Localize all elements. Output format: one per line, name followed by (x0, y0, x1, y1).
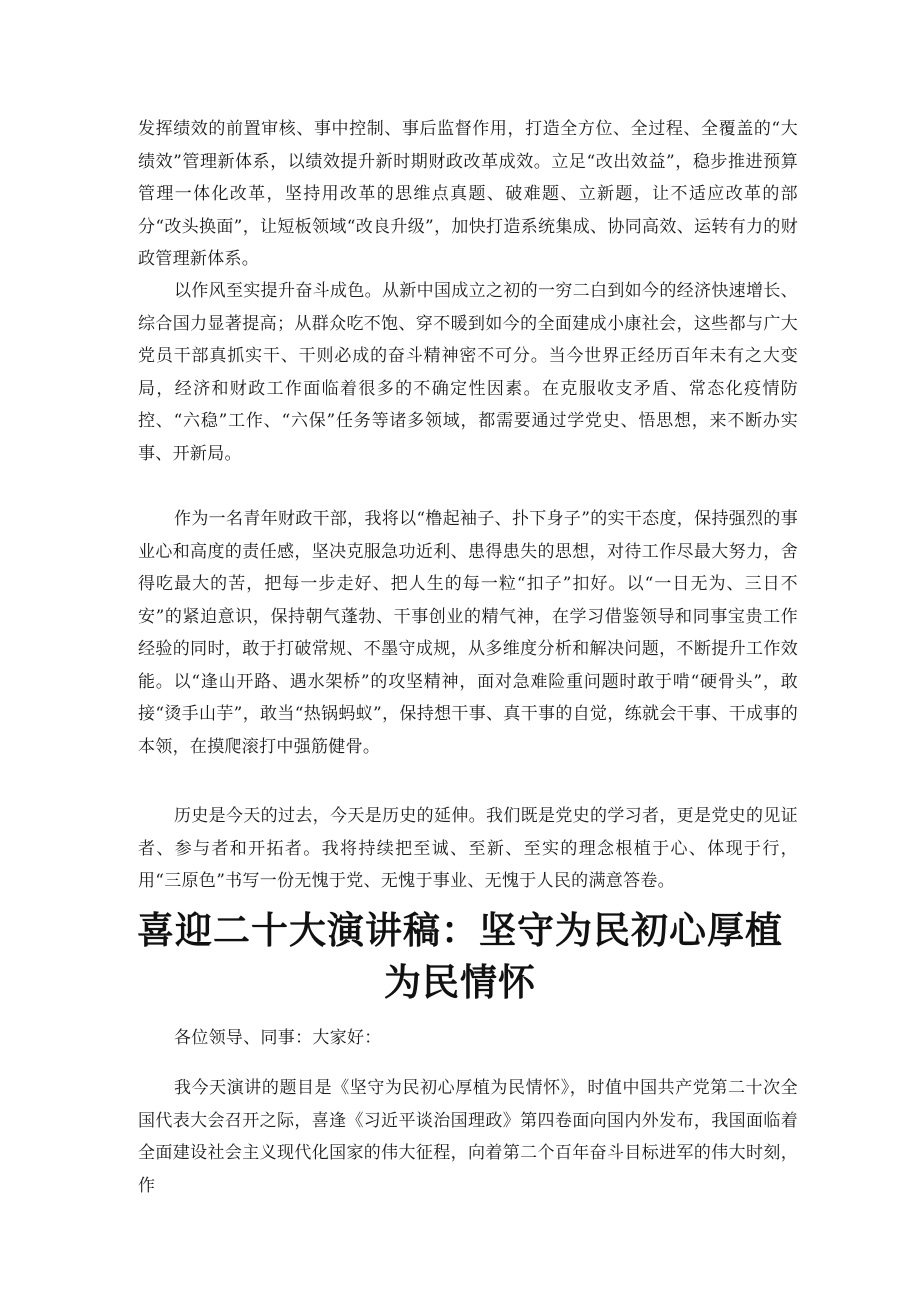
paragraph-history: 历史是今天的过去，今天是历史的延伸。我们既是党史的学习者，更是党史的见证者、参与者和开拓者。我将持续把至诚、至新、至实的理念根植于心、体现于行，用“三原色”书写一份无愧于党、无愧于事业、无愧于人民的满意答卷。 (138, 806, 798, 891)
paragraph-performance-reform: 发挥绩效的前置审核、事中控制、事后监督作用，打造全方位、全过程、全覆盖的“大绩效”管理新体系，以绩效提升新时期财政改革成效。立足“改出效益”，稳步推进预算管理一体化改革，坚持用改革的思维点真题、破难题、立新题，让不适应改革的部分“改头换面”，让短板领域“改良升级”，加快打造系统集成、协同高效、运转有力的财政管理新体系。 (138, 119, 798, 269)
paragraph-work-style: 以作风至实提升奋斗成色。从新中国成立之初的一穷二白到如今的经济快速增长、综合国力显著提高；从群众吃不饱、穿不暖到如今的全面建成小康社会，这些都与广大党员干部真抓实干、干则必成的奋斗精神密不可分。当今世界正经历百年未有之大变局，经济和财政工作面临着很多的不确定性因素。在克服收支矛盾、常态化疫情防控、“六稳”工作、“六保”任务等诸多领域，都需要通过学党史、悟思想，来不断办实事、开新局。 (138, 281, 798, 464)
speech-title: 喜迎二十大演讲稿：坚守为民初心厚植为民情怀 (137, 909, 783, 1004)
greeting-line: 各位领导、同事：大家好： (174, 1028, 382, 1048)
paragraph-young-cadre: 作为一名青年财政干部，我将以“橹起袖子、扑下身子”的实干态度，保持强烈的事业心和高度的责任感，坚决克服急功近利、患得患失的思想，对待工作尽最大努力，舍得吃最大的苦，把每一步走好、把人生的每一粒“扣子”扣好。以“一日无为、三日不安”的紧迫意识，保持朝气蓬勃、干事创业的精气神，在学习借鉴领导和同事宝贵工作经验的同时，敢于打破常规、不墨守成规，从多维度分析和解决问题，不断提升工作效能。以“逢山开路、遇水架桥”的攻坚精神，面对急难险重问题时敢于啃“硬骨头”，敢接“烫手山芋”，敢当“热锅蚂蚁”，保持想干事、真干事的自觉，练就会干事、干成事的本领，在摸爬滚打中强筋健骨。 (138, 509, 798, 757)
paragraph-speech-intro: 我今天演讲的题目是《坚守为民初心厚植为民情怀》，时值中国共产党第二十次全国代表大会召开之际，喜逢《习近平谈治国理政》第四卷面向国内外发布，我国面临着全面建设社会主义现代化国家的伟大征程，向着第二个百年奋斗目标进军的伟大时刻，作 (138, 1078, 798, 1196)
